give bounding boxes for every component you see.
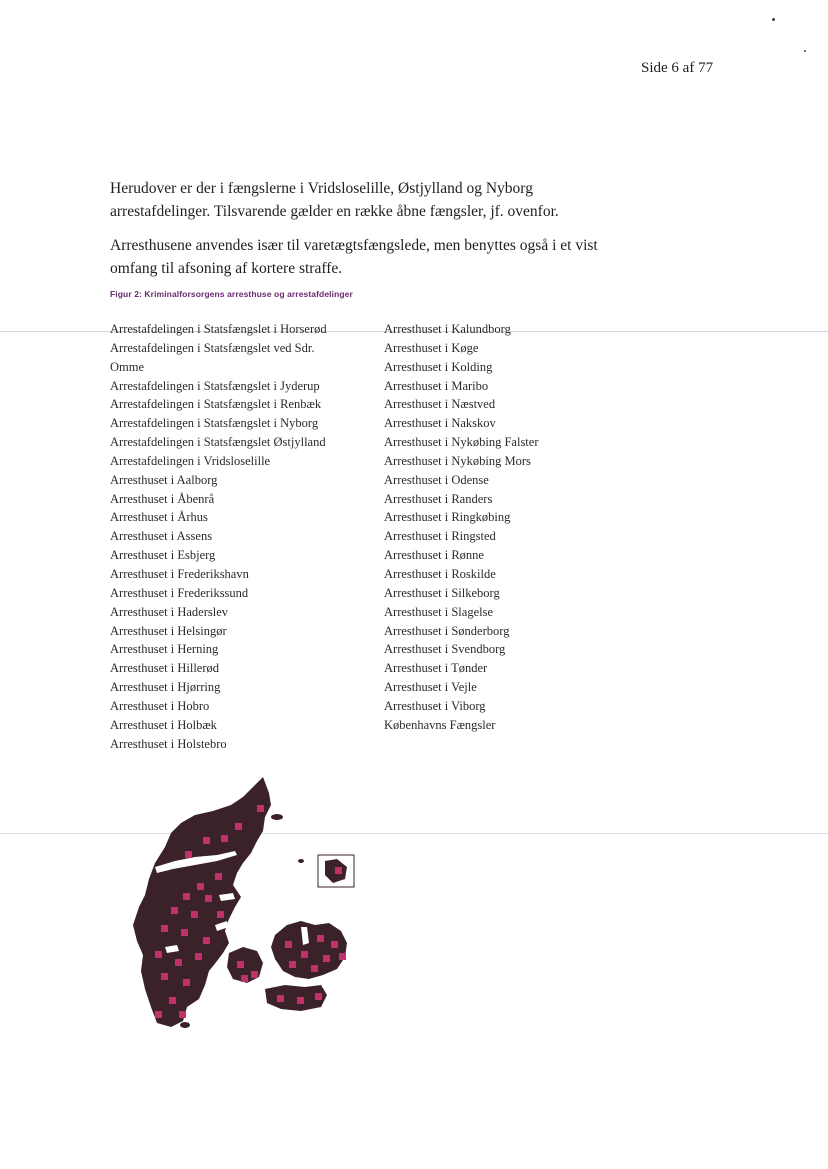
prison-marker-icon (195, 953, 202, 960)
prison-list-item: Arresthuset i Assens (110, 529, 213, 544)
prison-marker-icon (171, 907, 178, 914)
prison-marker-icon (183, 893, 190, 900)
prison-marker-icon (323, 955, 330, 962)
prison-list-item: Arresthuset i Viborg (384, 698, 486, 713)
paragraph-arrestafdelinger: Herudover er der i fængslerne i Vridsloselille, Østjylland og Nyborg arrestafdelinger. Tilsvarende gælder en række åbne fængsler, jf. ovenfor. (110, 180, 559, 220)
scan-speck (804, 50, 806, 52)
prison-list-item: Arresthuset i Næstved (384, 397, 496, 412)
prison-list-item: Arrestafdelingen i Statsfængslet i Renbæk (110, 397, 322, 412)
prison-list-item: Arresthuset i Århus (110, 510, 208, 525)
denmark-map-icon (125, 775, 365, 1040)
map-land (133, 777, 354, 1028)
prison-marker-icon (155, 1011, 162, 1018)
prison-list-item: Arresthuset i Maribo (384, 378, 489, 393)
zealand-shape (271, 921, 347, 979)
prison-marker-icon (203, 937, 210, 944)
prison-marker-icon (241, 975, 248, 982)
prison-list-item: Arresthuset i Sønderborg (384, 623, 510, 638)
prison-list-item: Arrestafdelingen i Vridsloselille (110, 453, 271, 468)
prison-list-item: Arrestafdelingen i Statsfængslet i Jyderup (110, 378, 320, 393)
prison-marker-icon (205, 895, 212, 902)
prison-marker-icon (155, 951, 162, 958)
prison-list-item: Arresthuset i Svendborg (384, 642, 506, 657)
prison-marker-icon (251, 971, 258, 978)
prison-list-item: Arresthuset i Esbjerg (110, 548, 216, 563)
prison-list-item: Arresthuset i Tønder (384, 661, 488, 676)
prison-marker-icon (161, 925, 168, 932)
prison-marker-icon (235, 823, 242, 830)
prison-list-item: Arresthuset i Hillerød (110, 661, 220, 676)
prison-marker-icon (311, 965, 318, 972)
prison-list-item: Arresthuset i Roskilde (384, 566, 496, 581)
prison-marker-icon (221, 835, 228, 842)
prison-marker-icon (237, 961, 244, 968)
prison-list-item: Arresthuset i Nykøbing Mors (384, 453, 531, 468)
prison-marker-icon (181, 929, 188, 936)
prison-marker-icon (185, 851, 192, 858)
prison-marker-icon (285, 941, 292, 948)
prison-list-item: Arresthuset i Ringsted (384, 529, 496, 544)
prison-list-item: Arresthuset i Slagelse (384, 604, 494, 619)
prison-list-item: Arresthuset i Haderslev (110, 604, 229, 619)
prison-marker-icon (297, 997, 304, 1004)
prison-list-item: Arresthuset i Rønne (384, 548, 484, 563)
prison-list-item: Arresthuset i Aalborg (110, 472, 218, 487)
scan-speck (772, 18, 775, 21)
prison-list-item: Arresthuset i Kolding (384, 359, 493, 374)
prison-marker-icon (191, 911, 198, 918)
prison-list-left (110, 320, 327, 753)
prison-list-item: Arresthuset i Hjørring (110, 680, 221, 695)
jutland-shape (133, 777, 271, 1027)
island-shape (180, 1022, 190, 1028)
prison-list-item: Arresthuset i Ringkøbing (384, 510, 511, 525)
prison-marker-icon (289, 961, 296, 968)
prison-list-item: Arresthuset i Nakskov (384, 416, 496, 431)
prison-list-item: Arresthuset i Randers (384, 491, 493, 506)
prison-list-item: Arresthuset i Frederikshavn (110, 566, 249, 581)
prison-list-item: Arresthuset i Holstebro (110, 736, 227, 751)
prison-marker-icon (183, 979, 190, 986)
island-shape (298, 859, 304, 863)
prison-marker-icon (179, 1011, 186, 1018)
prison-list-item: Arresthuset i Hobro (110, 698, 210, 713)
prison-marker-icon (335, 867, 342, 874)
prison-list-item: Arresthuset i Frederikssund (110, 585, 249, 600)
prison-list-item: Arresthuset i Køge (384, 340, 479, 355)
prison-marker-icon (215, 873, 222, 880)
prison-marker-icon (161, 973, 168, 980)
prison-list-item: Arrestafdelingen i Statsfængslet Østjylland (110, 435, 326, 450)
prison-marker-icon (197, 883, 204, 890)
prison-marker-icon (217, 911, 224, 918)
prison-list-item: Arresthuset i Herning (110, 642, 219, 657)
prison-marker-icon (331, 941, 338, 948)
prison-marker-icon (203, 837, 210, 844)
prison-list-item: Arresthuset i Kalundborg (384, 322, 511, 336)
prison-marker-icon (301, 951, 308, 958)
island-shape (271, 814, 283, 820)
prison-list-item: Arresthuset i Åbenrå (110, 491, 215, 506)
page-number: Side 6 af 77 (641, 60, 714, 76)
prison-list-item: Arresthuset i Nykøbing Falster (384, 435, 539, 450)
prison-marker-icon (169, 997, 176, 1004)
prison-list-item: Arresthuset i Holbæk (110, 717, 217, 732)
prison-marker-icon (317, 935, 324, 942)
prison-marker-icon (315, 993, 322, 1000)
figure-caption: Figur 2: Kriminalforsorgens arresthuse og arrestafdelinger (110, 289, 353, 299)
prison-list-right (384, 320, 539, 735)
prison-list-item: Arresthuset i Helsingør (110, 623, 227, 638)
prison-list-item: Arresthuset i Silkeborg (384, 585, 500, 600)
prison-marker-icon (277, 995, 284, 1002)
prison-list-item: Arresthuset i Vejle (384, 680, 477, 695)
prison-list-item: Københavns Fængsler (384, 717, 496, 732)
paragraph-arresthuse: Arresthusene anvendes især til varetægtsfængslede, men benyttes også i et vist omfang til afsoning af kortere straffe. (110, 237, 598, 277)
prison-list-item: Omme (110, 359, 145, 374)
prison-list-item: Arrestafdelingen i Statsfængslet i Nyborg (110, 416, 319, 431)
prison-list-item: Arrestafdelingen i Statsfængslet ved Sdr. (110, 340, 315, 355)
prison-list-item: Arrestafdelingen i Statsfængslet i Horserød (110, 322, 327, 336)
prison-marker-icon (175, 959, 182, 966)
prison-list-item: Arresthuset i Odense (384, 472, 489, 487)
prison-marker-icon (257, 805, 264, 812)
prison-marker-icon (339, 953, 346, 960)
